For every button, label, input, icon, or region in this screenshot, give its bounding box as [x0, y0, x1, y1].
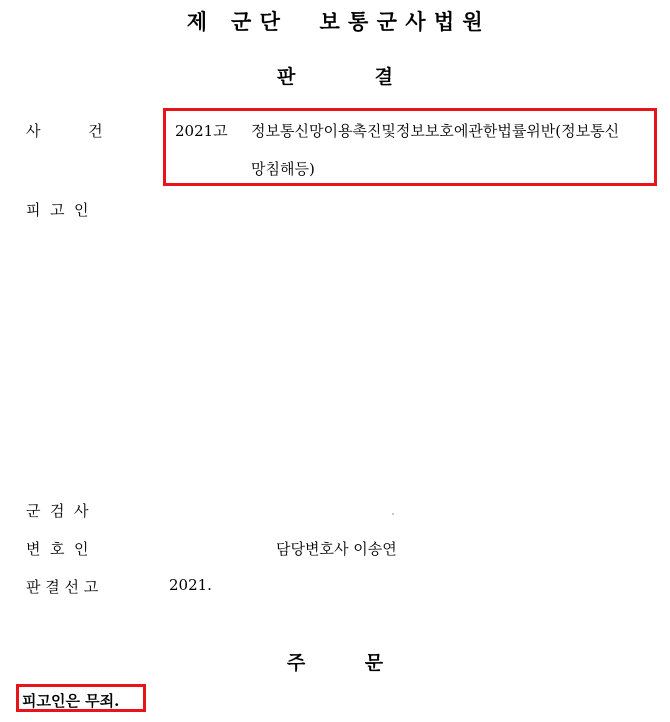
order-heading: 주 문: [286, 652, 384, 674]
value-case-name-line2: 망침해등): [251, 160, 315, 178]
label-sentence-date: 판 결 선 고: [26, 578, 99, 596]
value-attorney: 담당변호사 이송연: [276, 540, 397, 558]
value-case-number: 2021고: [175, 122, 228, 140]
document-type-heading: 판 결: [276, 66, 394, 88]
scan-artifact: [392, 513, 394, 515]
value-case-name-line1: 정보통신망이용촉진및정보보호에관한법률위반(정보통신: [251, 122, 620, 140]
label-attorney: 변 호 인: [26, 540, 89, 558]
court-title: 제 군 단 보 통 군 사 법 원: [186, 9, 484, 34]
label-case: 사 건: [26, 122, 103, 140]
value-sentence-date: 2021.: [169, 576, 212, 594]
order-text: 피고인은 무죄.: [22, 692, 120, 710]
label-prosecutor: 군 검 사: [26, 502, 89, 520]
label-defendant: 피 고 인: [26, 201, 89, 219]
